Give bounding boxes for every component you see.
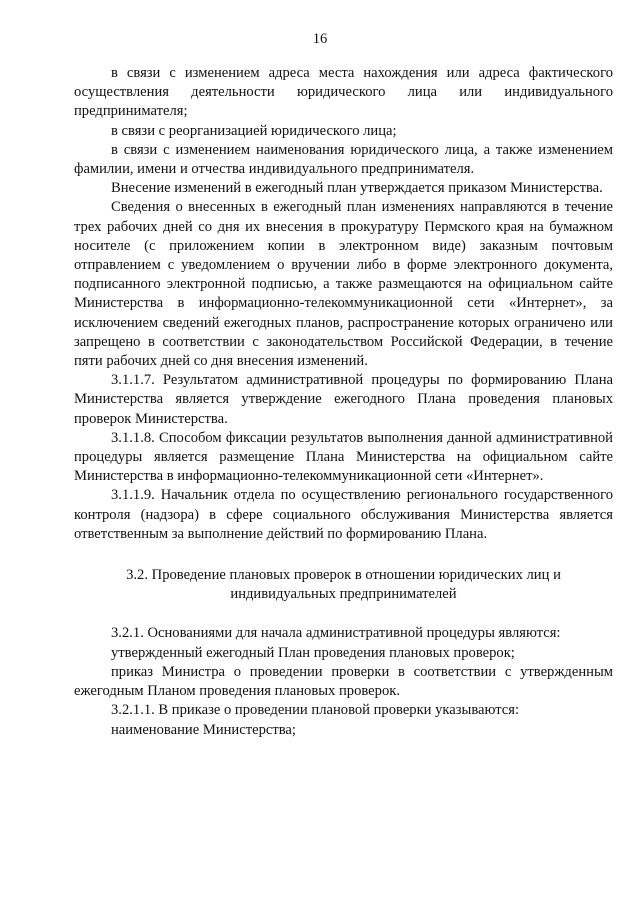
paragraph: утвержденный ежегодный План проведения плановых проверок; [111,644,515,661]
paragraph: 3.2.1. Основаниями для начала административной процедуры являются: [111,625,561,642]
paragraph: 3.2.1.1. В приказе о проведении плановой проверки указываются: [111,702,520,719]
document-body [74,64,613,740]
paragraph: 3.1.1.8. Способом фиксации результатов выполнения данной административной процедуры является размещение Плана Министерства на официальном сайте Министерства в информационно-телекоммуникационной сети «Интернет». [74,429,613,485]
paragraph: наименование Министерства; [111,721,296,738]
paragraph: Внесение изменений в ежегодный план утверждается приказом Министерства. [111,180,603,197]
section-heading: 3.2. Проведение плановых проверок в отношении юридических лиц и индивидуальных предпринимателей [126,567,561,603]
paragraph: в связи с реорганизацией юридического лица; [111,122,397,139]
paragraph: приказ Министра о проведении проверки в соответствии с утвержденным ежегодным Планом проведения плановых проверок. [74,663,613,700]
page-number: 16 [312,31,328,47]
paragraph: 3.1.1.9. Начальник отдела по осуществлению регионального государственного контроля (надзора) в сфере социального обслуживания Министерства является ответственным за выполнение действий по формированию Плана. [74,487,613,542]
paragraph: 3.1.1.7. Результатом административной процедуры по формированию Плана Министерства является утверждение ежегодного Плана проведения плановых проверок Министерства. [74,372,613,427]
paragraph: в связи с изменением наименования юридического лица, а также изменением фамилии, имени и отчества индивидуального предпринимателя. [74,141,613,178]
paragraph: Сведения о внесенных в ежегодный план изменениях направляются в течение трех рабочих дней со дня их внесения в прокуратуру Пермского края на бумажном носителе (с приложением копии в электронном виде) заказным почтовым отправлением с уведомлением о вручении либо в форме электронного документа, подписанного электронной подписью, а также размещаются на официальном сайте Министерства в информационно-телекоммуникационной сети «Интернет», за исключением сведений ежегодных планов, распространение которых ограничено или запрещено в соответствии с законодательством Российской Федерации, в течение пяти рабочих дней со дня внесения изменений. [74,199,613,370]
paragraph: в связи с изменением адреса места нахождения или адреса фактического осуществления деятельности юридического лица или индивидуального предпринимателя; [74,65,613,120]
